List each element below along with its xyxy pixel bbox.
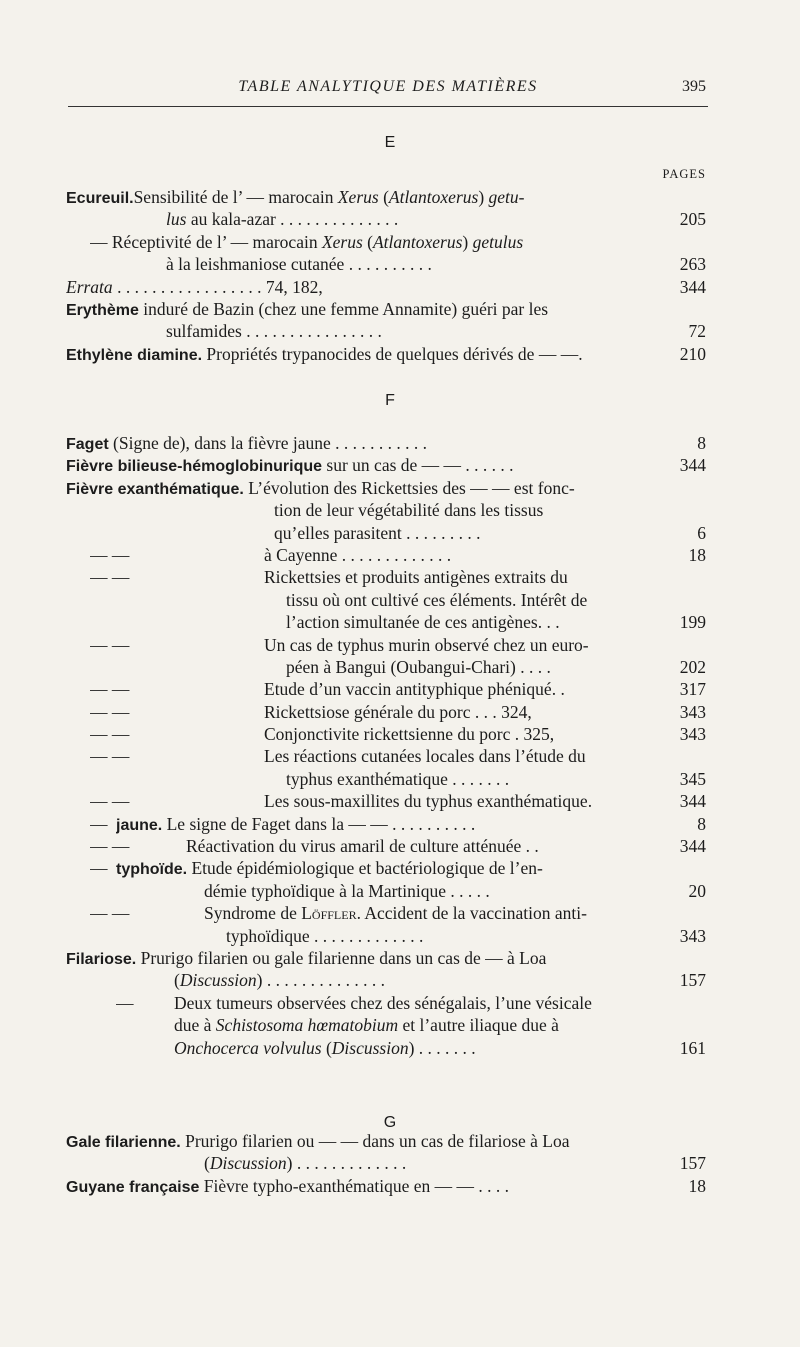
entry-line — [66, 1152, 708, 1174]
entry-line — [66, 253, 708, 275]
entry-line — [66, 678, 708, 700]
page-ref: 344 — [679, 791, 706, 812]
entry-line — [66, 857, 708, 879]
entry-line — [66, 723, 708, 745]
author-name: Löffler — [301, 903, 357, 924]
entry-text: ) — [478, 187, 489, 207]
entry-line — [66, 208, 708, 230]
entry-italic: Discussion — [209, 1153, 287, 1174]
pages-column-label: PAGES — [662, 167, 706, 181]
entry-line — [66, 768, 708, 790]
entry-text: ) . . . . . . . . . . . . . . — [256, 970, 385, 991]
page-ref: 345 — [679, 768, 706, 789]
page-ref: 317 — [679, 679, 706, 700]
entry-keyword: Faget — [66, 436, 109, 453]
entry-line — [66, 835, 708, 857]
entry-text: (Signe de), dans la fièvre jaune . . . . . . . . . . . — [108, 433, 427, 453]
entry-keyword: Guyane française — [66, 1178, 200, 1196]
entry-text: l’action simultanée de ces antigènes. . . — [286, 612, 560, 633]
entry-italic: Errata — [66, 276, 113, 297]
page-ref: 343 — [679, 724, 706, 745]
entry-line — [66, 611, 708, 633]
entry-keyword: Filariose. — [66, 950, 137, 968]
page-ref: 72 — [688, 321, 706, 342]
page-ref: 157 — [679, 1153, 706, 1174]
entry-text: démie typhoïdique à la Martinique . . . . . — [204, 880, 490, 901]
page-ref: 344 — [679, 276, 706, 297]
ditto-dash: — — — [90, 746, 130, 767]
ditto-dash: — — — [90, 679, 130, 700]
entry-text: Réactivation du virus amaril de culture atténuée . . — [186, 836, 539, 857]
entry-text: induré de Bazin (chez une femme Annamite) guéri par les — [138, 298, 549, 319]
entry-text: sulfamides . . . . . . . . . . . . . . . . — [166, 321, 382, 342]
page-ref: 8 — [697, 813, 706, 834]
entry-text: L’évolution des Rickettsies des — — est fonc- — [243, 477, 575, 498]
entry-keyword: Fièvre bilieuse-hémoglobinurique — [66, 458, 323, 476]
entry-keyword: typhoïde. — [116, 861, 188, 879]
entry-text: ) . . . . . . . — [408, 1037, 476, 1058]
entry-italic: getu- — [488, 187, 525, 207]
entry-line — [66, 566, 708, 588]
entry-italic: lus — [166, 209, 187, 230]
entry-line — [66, 745, 708, 767]
entry-keyword: Ethylène diamine. — [66, 346, 203, 364]
ditto-dash: — — — [90, 836, 130, 857]
entry-text: Les réactions cutanées locales dans l’étude du — [264, 746, 586, 767]
entry-line — [66, 522, 708, 544]
entry-text: Propriétés trypanocides de quelques dérivés de — —. — [202, 343, 583, 364]
entry-italic: Xerus — [337, 187, 379, 207]
entry-line — [66, 813, 708, 835]
page-ref: 18 — [688, 1175, 706, 1196]
page-ref: 263 — [679, 254, 706, 275]
entry-line — [66, 925, 708, 947]
header-rule — [68, 106, 708, 107]
entry-line — [66, 477, 708, 499]
entry-line — [66, 1014, 708, 1036]
entry-italic: getulus — [472, 231, 524, 252]
entry-text: Sensibilité de l’ — marocain — [133, 187, 338, 207]
entry-line — [66, 1175, 708, 1197]
entry-keyword: Gale filarienne. — [66, 1134, 181, 1151]
page-ref: 20 — [688, 880, 706, 901]
entry-line — [66, 947, 708, 969]
page-ref: 157 — [679, 970, 706, 991]
entry-italic: Atlantoxerus — [372, 231, 463, 252]
entry-text: Fièvre typho-exanthématique en — — . . . . — [199, 1175, 509, 1196]
entry-text: ( — [362, 231, 373, 252]
entry-line — [66, 320, 708, 342]
entry-text: Les sous-maxillites du typhus exanthématique. — [264, 791, 593, 812]
entry-italic: Discussion — [331, 1037, 409, 1058]
entry-keyword: Erythème — [66, 301, 139, 319]
page-ref: 161 — [679, 1037, 706, 1058]
entry-keyword: Fièvre exanthématique. — [66, 480, 244, 498]
entry-text: Prurigo filarien ou gale filarienne dans un cas de — à Loa — [136, 947, 547, 968]
entry-text: au kala-azar . . . . . . . . . . . . . . — [186, 209, 399, 230]
entry-text: sur un cas de — — . . . . . . — [322, 455, 514, 476]
entry-line — [66, 634, 708, 656]
entry-line — [66, 880, 708, 902]
entry-line — [66, 589, 708, 611]
ditto-dash: — — [90, 813, 108, 834]
entry-text: et l’autre iliaque due à — [398, 1015, 559, 1036]
entry-text: Etude épidémiologique et bactériologique de l’en- — [187, 858, 543, 879]
entry-text: tissu où ont cultivé ces éléments. Intérêt de — [286, 589, 588, 610]
entry-text: Le signe de Faget dans la — — . . . . . . . . . . — [162, 813, 476, 834]
section-e-entries — [66, 186, 708, 365]
page-ref: 343 — [679, 925, 706, 946]
entry-line — [66, 790, 708, 812]
entry-text: Syndrome de — [204, 903, 302, 924]
entry-text: typhoïdique . . . . . . . . . . . . . — [226, 925, 424, 946]
entry-text: ) . . . . . . . . . . . . . — [286, 1153, 407, 1174]
entry-italic: Discussion — [179, 970, 257, 991]
entry-line — [66, 454, 708, 476]
entry-line — [66, 969, 708, 991]
section-letter-f: F — [385, 392, 395, 409]
ditto-dash: — — — [90, 791, 130, 812]
page-ref: 8 — [697, 433, 706, 453]
page-ref: 343 — [679, 701, 706, 722]
entry-line — [66, 902, 708, 924]
entry-line — [66, 276, 708, 298]
page-header — [68, 78, 708, 100]
ditto-dash: — — — [90, 724, 130, 745]
entry-keyword: Ecureuil. — [66, 190, 134, 207]
entry-text: ( — [378, 187, 389, 207]
entry-italic: Xerus — [321, 231, 363, 252]
entry-text: due à — [174, 1015, 216, 1036]
entry-line — [66, 656, 708, 678]
page-ref: 199 — [679, 612, 706, 633]
entry-line — [66, 343, 708, 365]
entry-line — [66, 1037, 708, 1059]
entry-text: . . . . . . . . . . . . . . . . . 74, 182, — [112, 276, 323, 297]
entry-text: — Réceptivité de l’ — marocain — [90, 231, 322, 252]
entry-text: à Cayenne . . . . . . . . . . . . . — [264, 544, 452, 565]
entry-italic: Schistosoma hœmatobium — [215, 1015, 399, 1036]
entry-italic: Atlantoxerus — [388, 187, 479, 207]
entry-text: ) — [462, 231, 473, 252]
ditto-dash: — — [90, 858, 108, 879]
ditto-dash: — — — [90, 903, 130, 924]
entry-text: Rickettsiose générale du porc . . . 324, — [264, 701, 532, 722]
section-f-entries — [66, 432, 708, 1059]
ditto-dash: — — — [90, 701, 130, 722]
entry-line — [66, 544, 708, 566]
entry-line — [66, 1130, 708, 1152]
entry-text: ( — [321, 1037, 332, 1058]
section-g-entries — [66, 1130, 708, 1197]
page-ref: 202 — [679, 656, 706, 677]
page-ref: 344 — [679, 836, 706, 857]
entry-text: Conjonctivite rickettsienne du porc . 325, — [264, 724, 555, 745]
entry-text: Deux tumeurs observées chez des sénégalais, l’une vésicale — [174, 992, 592, 1013]
entry-text: typhus exanthématique . . . . . . . — [286, 768, 510, 789]
page-ref: 18 — [688, 544, 706, 565]
entry-text: Etude d’un vaccin antityphique phéniqué. . — [264, 679, 565, 700]
entry-text: péen à Bangui (Oubangui-Chari) . . . . — [286, 656, 551, 677]
entry-line — [66, 992, 708, 1014]
entry-text: Un cas de typhus murin observé chez un euro- — [264, 634, 589, 655]
entry-text: à la leishmaniose cutanée . . . . . . . . . . — [166, 254, 432, 275]
entry-line — [66, 432, 708, 454]
ditto-dash: — — — [90, 634, 130, 655]
entry-text: qu’elles parasitent . . . . . . . . . — [274, 522, 481, 543]
entry-line — [66, 231, 708, 253]
entry-text: ( — [204, 1153, 210, 1174]
entry-line — [66, 701, 708, 723]
page-ref: 210 — [679, 343, 706, 364]
entry-line — [66, 499, 708, 521]
entry-text: ( — [174, 970, 180, 991]
entry-text: Prurigo filarien ou — — dans un cas de filariose à Loa — [180, 1131, 570, 1151]
ditto-dash: — — — [90, 567, 130, 588]
page-ref: 344 — [679, 455, 706, 476]
ditto-dash: — — [116, 992, 134, 1013]
entry-line — [66, 186, 708, 208]
page-ref: 205 — [679, 209, 706, 230]
ditto-dash: — — — [90, 544, 130, 565]
entry-text: . Accident de la vaccination anti- — [356, 903, 587, 924]
entry-line — [66, 298, 708, 320]
entry-text: tion de leur végétabilité dans les tissus — [274, 500, 544, 521]
entry-italic: Onchocerca volvulus — [174, 1037, 322, 1058]
section-letter-e: E — [384, 134, 396, 151]
page-number: 395 — [682, 78, 706, 95]
entry-keyword: jaune. — [116, 816, 163, 834]
running-title: TABLE ANALYTIQUE DES MATIÈRES — [238, 78, 538, 95]
section-letter-g: G — [383, 1114, 397, 1131]
page-ref: 6 — [697, 522, 706, 543]
entry-text: Rickettsies et produits antigènes extraits du — [264, 567, 568, 588]
